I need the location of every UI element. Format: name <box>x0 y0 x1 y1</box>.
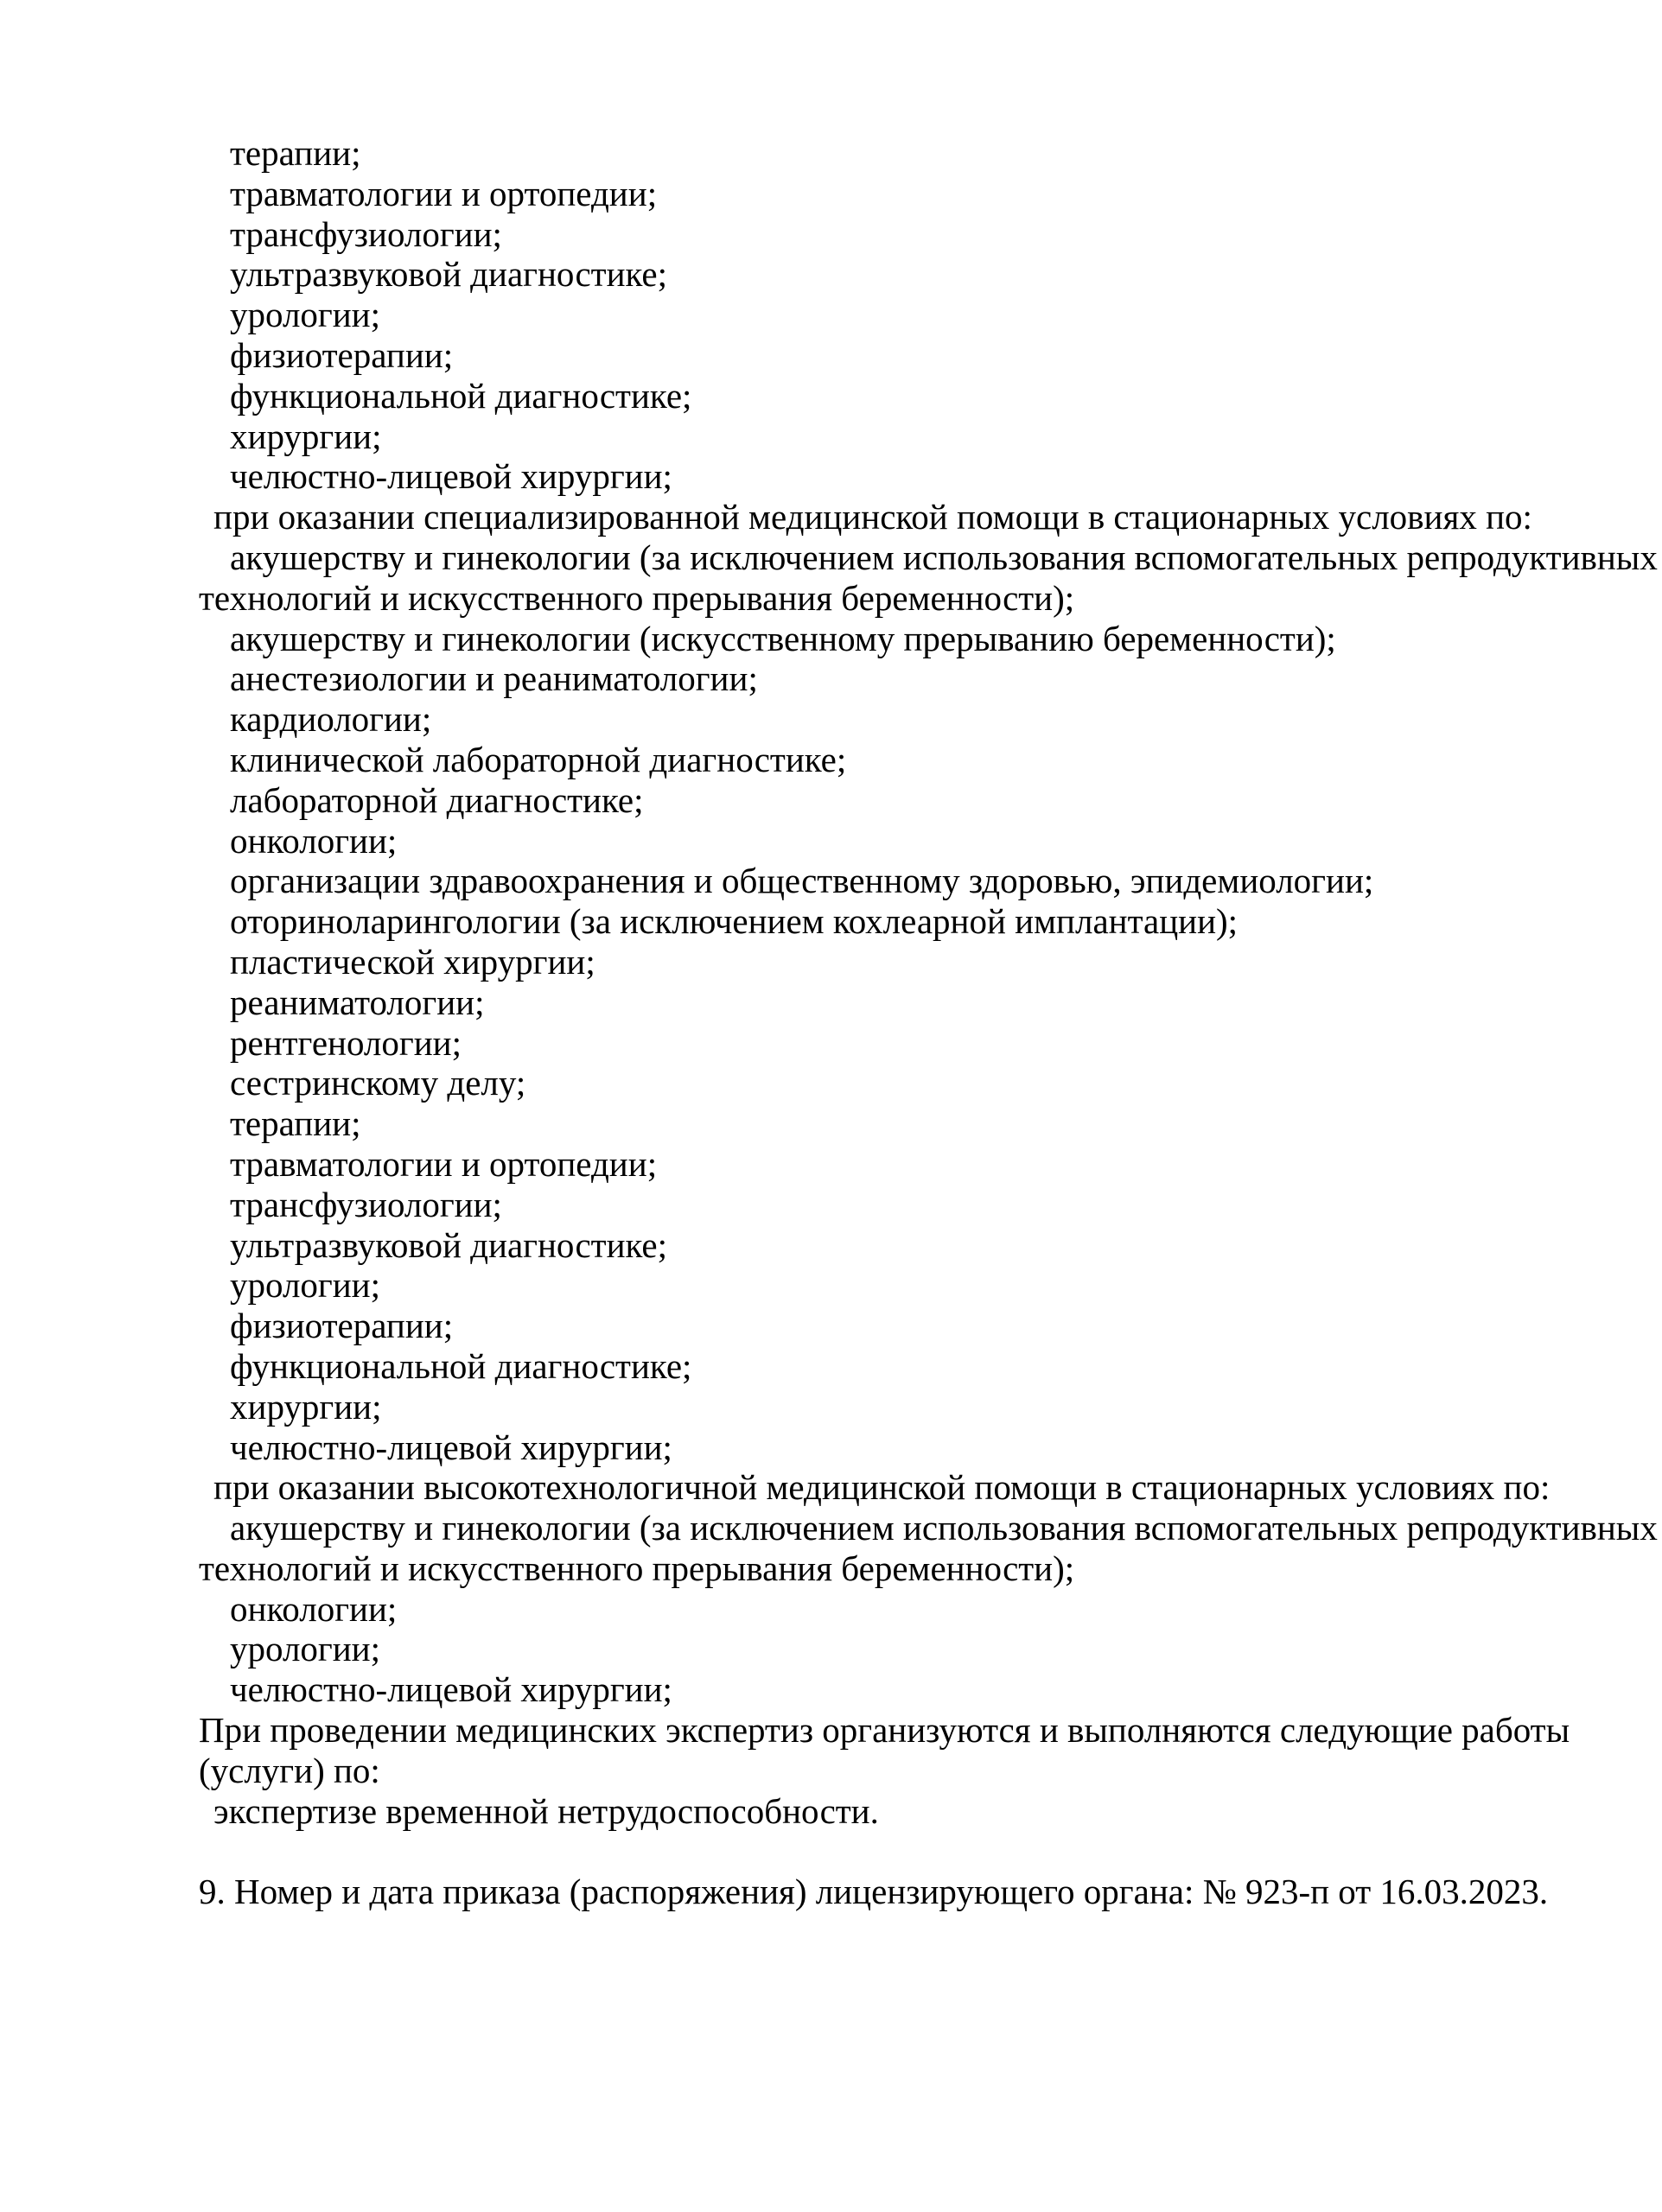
text-line: рентгенологии; <box>230 1022 462 1063</box>
text-line: физиотерапии; <box>230 1306 454 1346</box>
text-line: оториноларингологии (за исключением кохлеарной имплантации); <box>230 901 1239 942</box>
text-line: урологии; <box>230 1629 381 1669</box>
text-line: пластической хирургии; <box>230 941 595 982</box>
text-line: акушерству и гинекологии (за исключением использования вспомогательных репродуктивных <box>230 537 1658 577</box>
text-line: технологий и искусственного прерывания беременности); <box>199 577 1075 618</box>
text-line: травматологии и ортопедии; <box>230 173 658 213</box>
text-line: (услуги) по: <box>199 1750 380 1790</box>
text-line: травматологии и ортопедии; <box>230 1143 658 1184</box>
text-line: урологии; <box>230 295 381 335</box>
text-line: хирургии; <box>230 1386 382 1427</box>
text-line: терапии; <box>230 133 361 173</box>
text-line: клинической лабораторной диагностике; <box>230 739 847 779</box>
text-line: физиотерапии; <box>230 334 454 375</box>
blank-line <box>199 1831 1584 1872</box>
text-line: челюстно-лицевой хирургии; <box>230 1427 672 1467</box>
text-line: при оказании специализированной медицинской помощи в стационарных условиях по: <box>213 497 1532 537</box>
text-line: анестезиологии и реаниматологии; <box>230 658 758 699</box>
text-line: кардиологии; <box>230 699 432 740</box>
text-line: организации здравоохранения и общественному здоровью, эпидемиологии; <box>230 861 1374 901</box>
text-line: экспертизе временной нетрудоспособности. <box>213 1790 879 1831</box>
text-line: урологии; <box>230 1265 381 1306</box>
text-line: хирургии; <box>230 416 382 456</box>
text-line: При проведении медицинских экспертиз организуются и выполняются следующие работы <box>199 1710 1570 1751</box>
text-line: 9. Номер и дата приказа (распоряжения) лицензирующего органа: № 923-п от 16.03.2023. <box>199 1872 1549 1912</box>
text-line: онкологии; <box>230 1588 398 1629</box>
text-line: ультразвуковой диагностике; <box>230 1224 667 1265</box>
text-line: акушерству и гинекологии (за исключением использования вспомогательных репродуктивных <box>230 1508 1658 1548</box>
text-line: онкологии; <box>230 820 398 861</box>
text-line: трансфузиологии; <box>230 213 502 254</box>
text-line: челюстно-лицевой хирургии; <box>230 1669 672 1710</box>
text-line: челюстно-лицевой хирургии; <box>230 456 672 497</box>
text-line: при оказании высокотехнологичной медицинской помощи в стационарных условиях по: <box>213 1467 1551 1508</box>
document-lines <box>199 133 1658 1912</box>
text-line: функциональной диагностике; <box>230 375 692 416</box>
text-line: терапии; <box>230 1103 361 1144</box>
text-line: лабораторной диагностике; <box>230 779 644 820</box>
text-line: сестринскому делу; <box>230 1063 526 1103</box>
text-line: технологий и искусственного прерывания беременности); <box>199 1548 1075 1588</box>
text-line: трансфузиологии; <box>230 1184 502 1224</box>
text-line: функциональной диагностике; <box>230 1345 692 1386</box>
text-line: реаниматологии; <box>230 982 485 1022</box>
text-line: ультразвуковой диагностике; <box>230 254 667 295</box>
text-line: акушерству и гинекологии (искусственному прерыванию беременности); <box>230 618 1336 658</box>
